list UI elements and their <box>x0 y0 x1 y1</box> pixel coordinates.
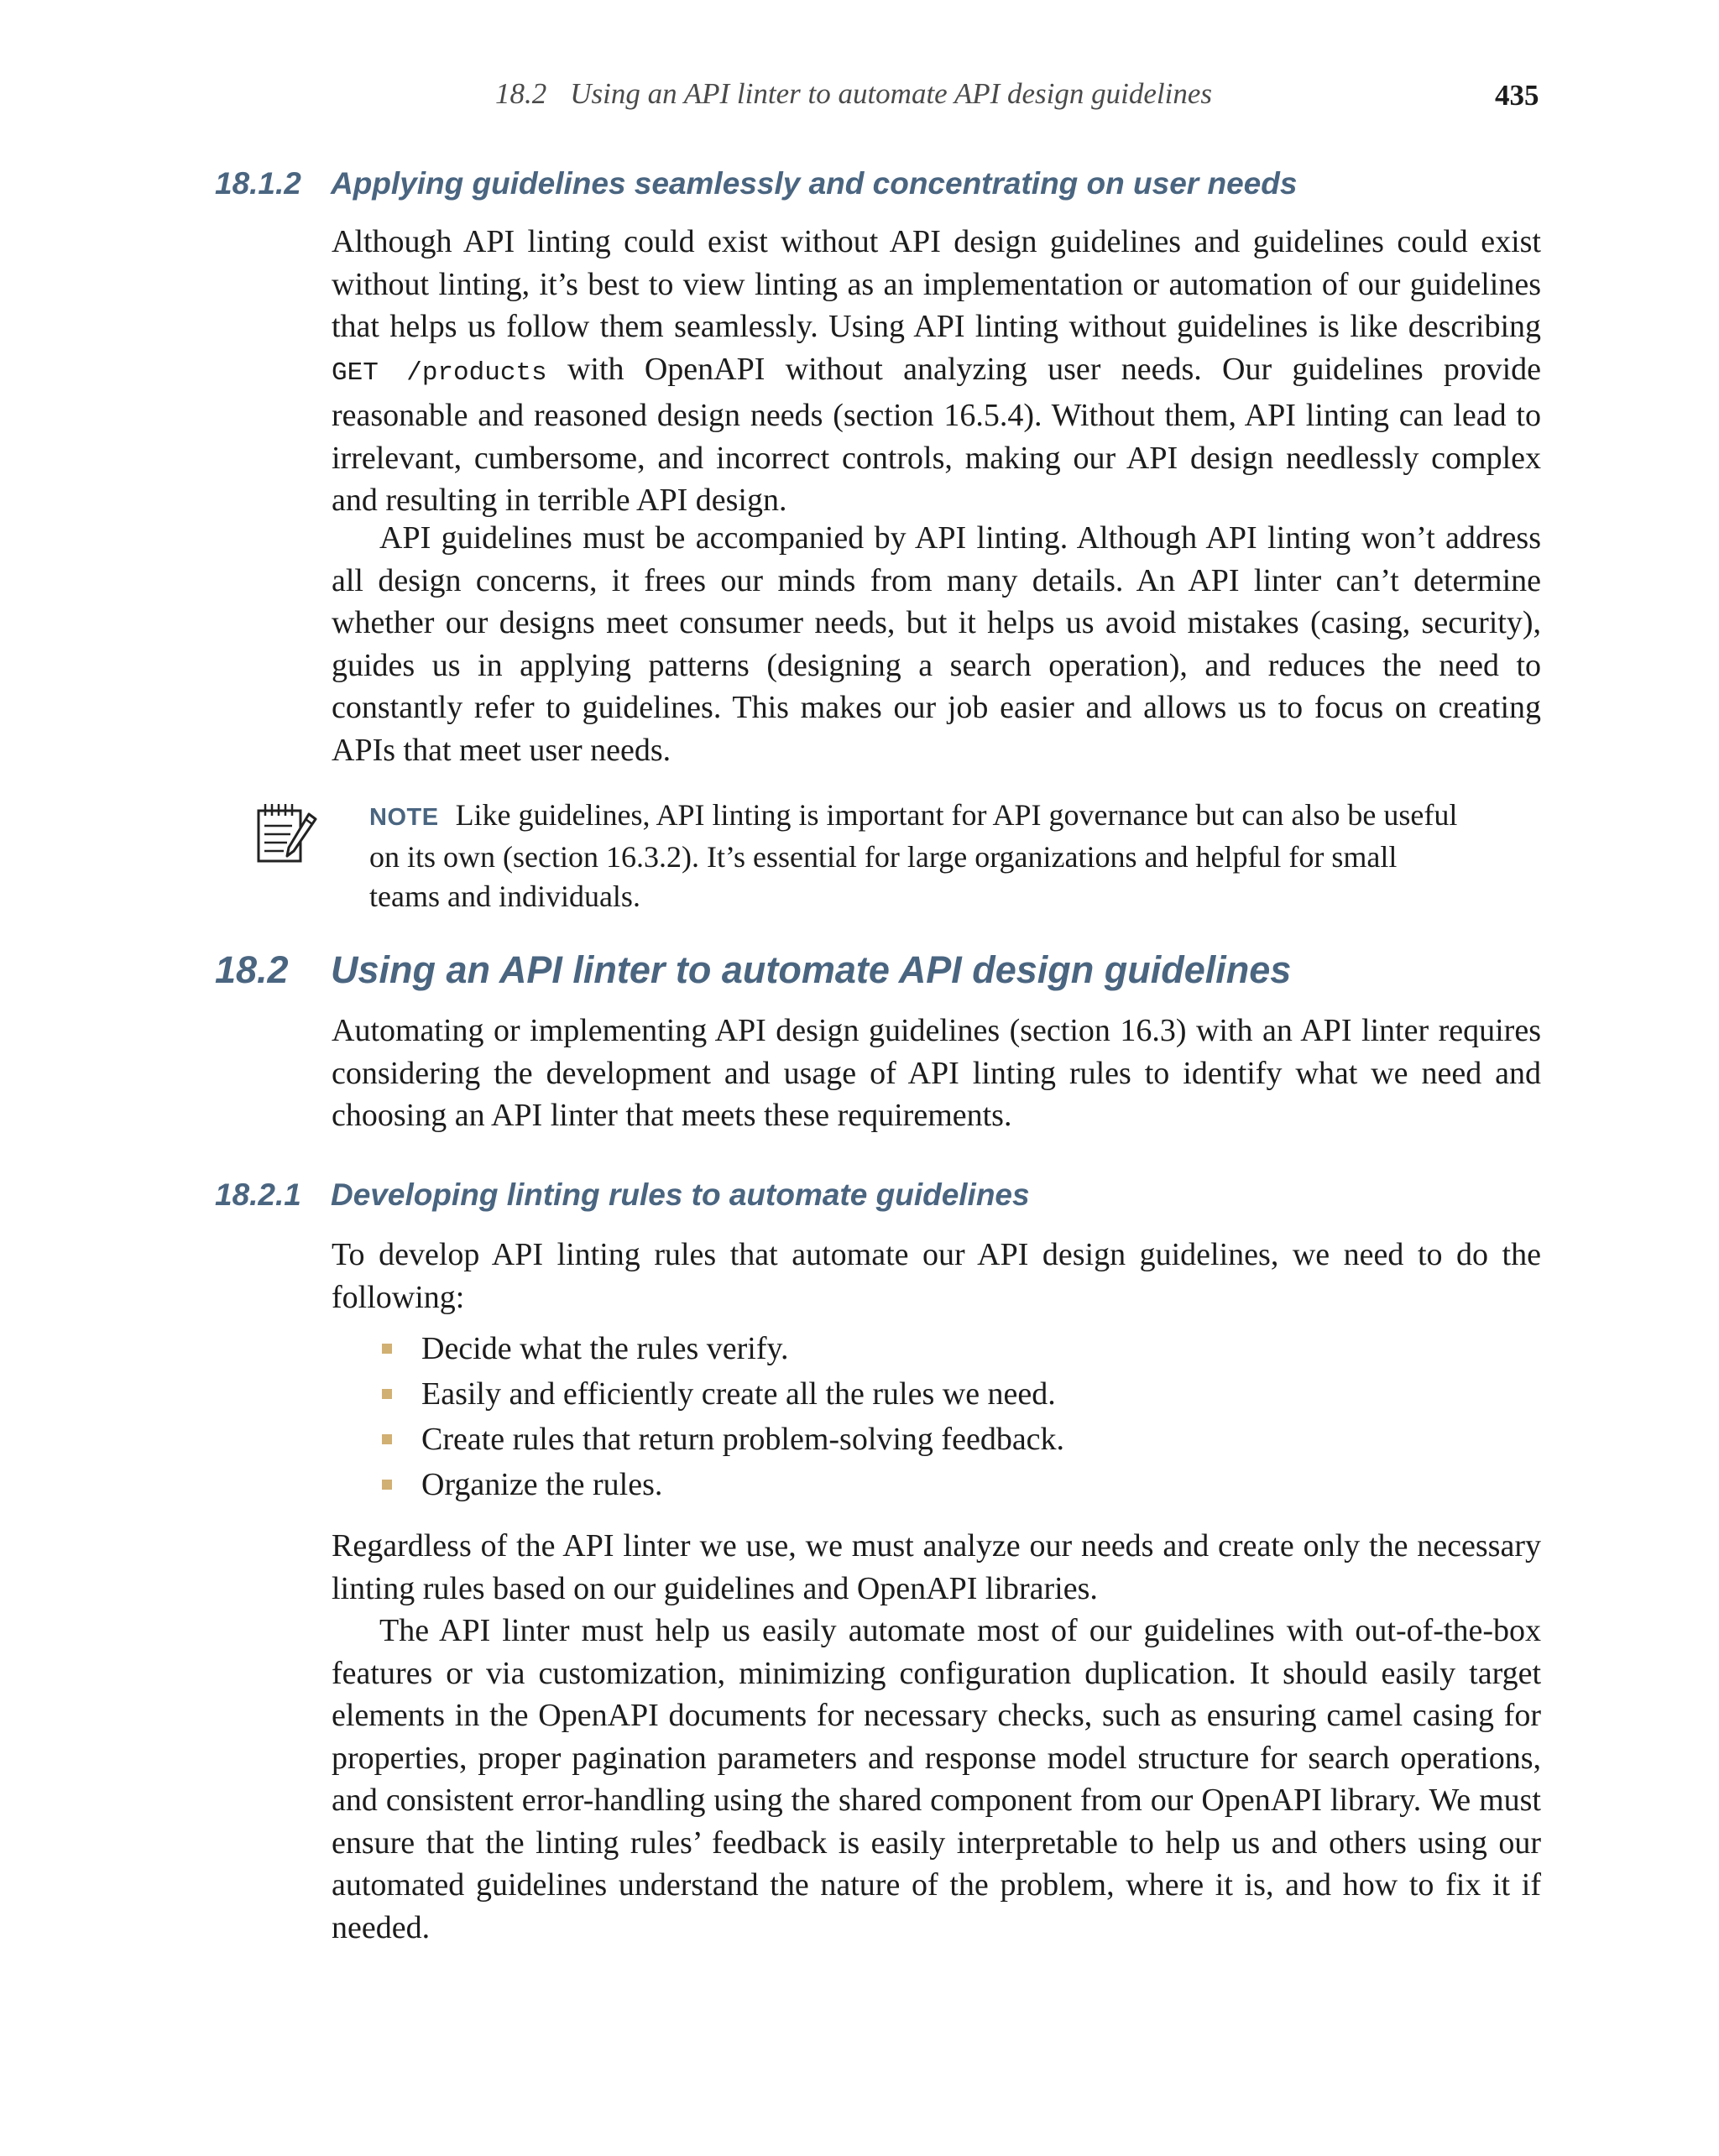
paragraph-guidelines-linting: API guidelines must be accompanied by API linting. Although API linting won’t address all design concerns, it frees our minds from many details. An API linter can’t determine whether our designs meet consumer needs, but it helps us avoid mistakes (casing, security), guides us in applying patterns (designing a search operation), and reduces the need to constantly refer to guidelines. This makes our job easier and allows us to focus on creating APIs that meet user needs. <box>332 520 1541 768</box>
list-item: Decide what the rules verify. <box>382 1326 1064 1371</box>
paragraph-linting-implementation: Although API linting could exist without API design guidelines and guidelines could exist without linting, it’s best to view linting as an implementation or automation of our guidelines that helps us follow them seamlessly. Using API linting without guidelines is like describing GET /products with OpenAPI without analyzing user needs. Our guidelines provide reasonable and reasoned design needs (section 16.5.4). Without them, API linting can lead to irrelevant, cumbersome, and incorrect controls, making our API design needlessly complex and resulting in terrible API design. <box>332 224 1542 518</box>
list-item: Easily and efficiently create all the rules we need. <box>382 1371 1064 1417</box>
bullet-square-icon <box>382 1389 392 1399</box>
note-text: Like guidelines, API linting is important for API governance but can also be useful on its own (section 16.3.2). It’s essential for large organizations and helpful for small teams and individuals. <box>369 798 1458 913</box>
running-head-section-number: 18.2 <box>495 77 547 110</box>
section-title: Applying guidelines seamlessly and concentrating on user needs <box>331 166 1298 201</box>
paragraph-automating-guidelines: Automating or implementing API design guidelines (section 16.3) with an API linter requires considering the development and usage of API linting rules to identify what we need and choosing an API linter that meets these requirements. <box>332 1013 1541 1133</box>
inline-code: GET /products <box>332 358 547 388</box>
section-number: 18.2.1 <box>215 1177 301 1212</box>
section-number: 18.1.2 <box>215 166 301 201</box>
notepad-pencil-icon <box>253 799 319 866</box>
bullet-square-icon <box>382 1480 392 1490</box>
paragraph-develop-rules-intro: To develop API linting rules that automate our API design guidelines, we need to do the following: <box>332 1237 1541 1315</box>
bullet-square-icon <box>382 1434 392 1444</box>
list-item: Create rules that return problem-solving feedback. <box>382 1417 1064 1462</box>
note-label: NOTE <box>369 804 439 831</box>
bullet-list <box>382 1326 1064 1507</box>
list-item: Organize the rules. <box>382 1462 1064 1507</box>
note-callout <box>369 796 1460 916</box>
paragraph-linter-requirements: The API linter must help us easily automate most of our guidelines with out-of-the-box features or via customization, minimizing configuration duplication. It should easily target elements in the OpenAPI documents for necessary checks, such as ensuring camel casing for properties, proper pagination parameters and response model structure for search operations, and consistent error-handling using the shared component from our OpenAPI library. We must ensure that the linting rules’ feedback is easily interpretable to help us and others using our automated guidelines understand the nature of the problem, where it is, and how to fix it if needed. <box>332 1613 1541 1945</box>
section-title: Using an API linter to automate API design guidelines <box>331 948 1292 991</box>
running-head <box>495 77 1212 111</box>
page-number: 435 <box>1495 79 1539 112</box>
bullet-square-icon <box>382 1344 392 1354</box>
paragraph-analyze-needs: Regardless of the API linter we use, we must analyze our needs and create only the necessary linting rules based on our guidelines and OpenAPI libraries. <box>332 1528 1541 1606</box>
section-number: 18.2 <box>215 948 289 991</box>
running-head-title: Using an API linter to automate API design guidelines <box>570 77 1212 110</box>
section-title: Developing linting rules to automate guidelines <box>331 1177 1030 1212</box>
